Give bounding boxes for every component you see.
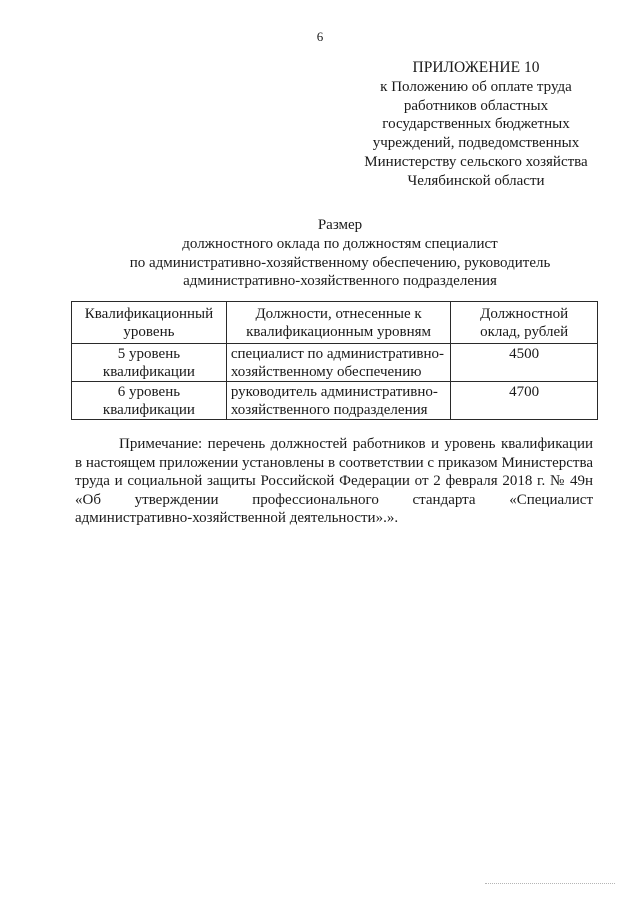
header-qualification-level: Квалификационный уровень	[72, 302, 227, 344]
salary-table	[71, 301, 598, 420]
appendix-line: к Положению об оплате труда	[380, 78, 572, 95]
document-heading	[80, 216, 600, 291]
appendix-line: Челябинской области	[407, 172, 545, 189]
cell-position: руководитель административно- хозяйственного подразделения	[226, 382, 450, 420]
cell-salary: 4700	[451, 382, 598, 420]
appendix-line: государственных бюджетных	[382, 116, 570, 133]
heading-line: должностного оклада по должностям специалист	[182, 235, 498, 252]
note-paragraph: Примечание: перечень должностей работников и уровень квалификации в настоящем приложении установлены в соответствии с приказом Министерства труда и социальной защиты Российской Федерации от 2 февраля 2018 г. № 49н «Об утверждении профессионального стандарта «Специалист административно-хозяйственной деятельности».».	[75, 436, 593, 527]
heading-line: по административно-хозяйственному обеспечению, руководитель	[129, 254, 551, 271]
appendix-block	[340, 59, 612, 191]
header-salary: Должностной оклад, рублей	[451, 302, 598, 344]
appendix-title: ПРИЛОЖЕНИЕ 10	[412, 59, 540, 76]
appendix-line: работников областных	[403, 97, 549, 114]
heading-line: административно-хозяйственного подразделения	[183, 273, 497, 290]
table-row	[72, 382, 598, 420]
header-positions: Должности, отнесенные к квалификационным уровням	[226, 302, 450, 344]
cell-salary: 4500	[451, 344, 598, 382]
table-row	[72, 344, 598, 382]
heading-line: Размер	[317, 217, 363, 233]
appendix-line: Министерству сельского хозяйства	[364, 153, 588, 170]
cell-level: 6 уровень квалификации	[72, 382, 227, 420]
appendix-line: учреждений, подведомственных	[372, 135, 580, 152]
cell-level: 5 уровень квалификации	[72, 344, 227, 382]
page-number: 6	[316, 29, 324, 44]
table-header-row	[72, 302, 598, 344]
footer-divider	[485, 883, 615, 885]
cell-position: специалист по административно- хозяйственному обеспечению	[226, 344, 450, 382]
